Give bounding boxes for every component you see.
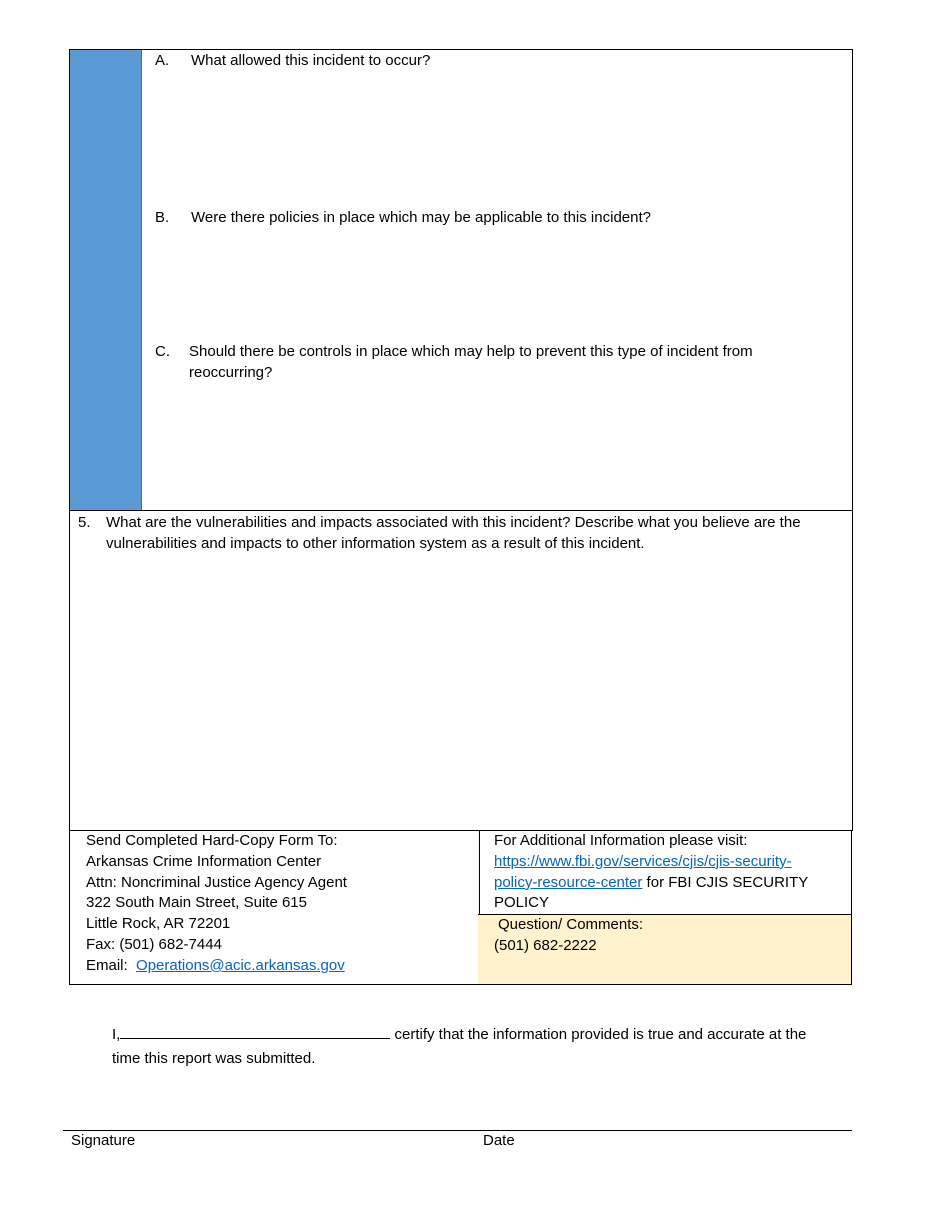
send-form-box (69, 830, 480, 985)
qc-heading: Question/ Comments: (498, 916, 644, 933)
question-a: A. What allowed this incident to occur? (155, 52, 431, 69)
question-b: B. Were there policies in place which may be applicable to this incident? (155, 209, 651, 226)
question-c: C. Should there be controls in place which may help to prevent this type of incident from reoccurring? (155, 343, 753, 381)
cjis-policy-link-line2[interactable]: policy-resource-center (494, 873, 643, 891)
send-email-row (86, 956, 347, 977)
question-5-text: What are the vulnerabilities and impacts associated with this incident? Describe what you believe are the vulnerabilities and impacts to other information system as a result of this incident. (106, 514, 801, 552)
email-label: Email: (86, 956, 128, 974)
date-label: Date (483, 1132, 515, 1149)
info-heading: For Additional Information please visit: (494, 832, 748, 849)
send-city: Little Rock, AR 72201 (86, 915, 231, 933)
additional-info-box (478, 830, 852, 916)
send-heading: Send Completed Hard-Copy Form To: (86, 832, 338, 849)
question-5-box (69, 510, 853, 831)
question-5-number: 5. (78, 514, 91, 531)
send-fax: Fax: (501) 682-7444 (86, 935, 222, 953)
send-attn: Attn: Noncriminal Justice Agency Agent (86, 873, 347, 891)
qc-phone: (501) 682-2222 (494, 936, 597, 954)
signature-label: Signature (71, 1132, 136, 1149)
info-suffix-2: POLICY (494, 894, 550, 912)
certify-name-field[interactable] (120, 1022, 390, 1039)
section-side-bar (70, 50, 142, 510)
send-org: Arkansas Crime Information Center (86, 852, 322, 870)
email-link[interactable]: Operations@acic.arkansas.gov (136, 956, 345, 974)
signature-line[interactable] (63, 1130, 852, 1131)
info-suffix: for FBI CJIS SECURITY (642, 873, 809, 891)
question-comments-box (478, 914, 852, 985)
cjis-policy-link-line1[interactable]: https://www.fbi.gov/services/cjis/cjis-security- (494, 852, 792, 870)
send-street: 322 South Main Street, Suite 615 (86, 894, 307, 912)
incident-questions-box (69, 49, 853, 511)
certification-statement: I, certify that the information provided is true and accurate at the time this report was submitted. (112, 1022, 852, 1071)
